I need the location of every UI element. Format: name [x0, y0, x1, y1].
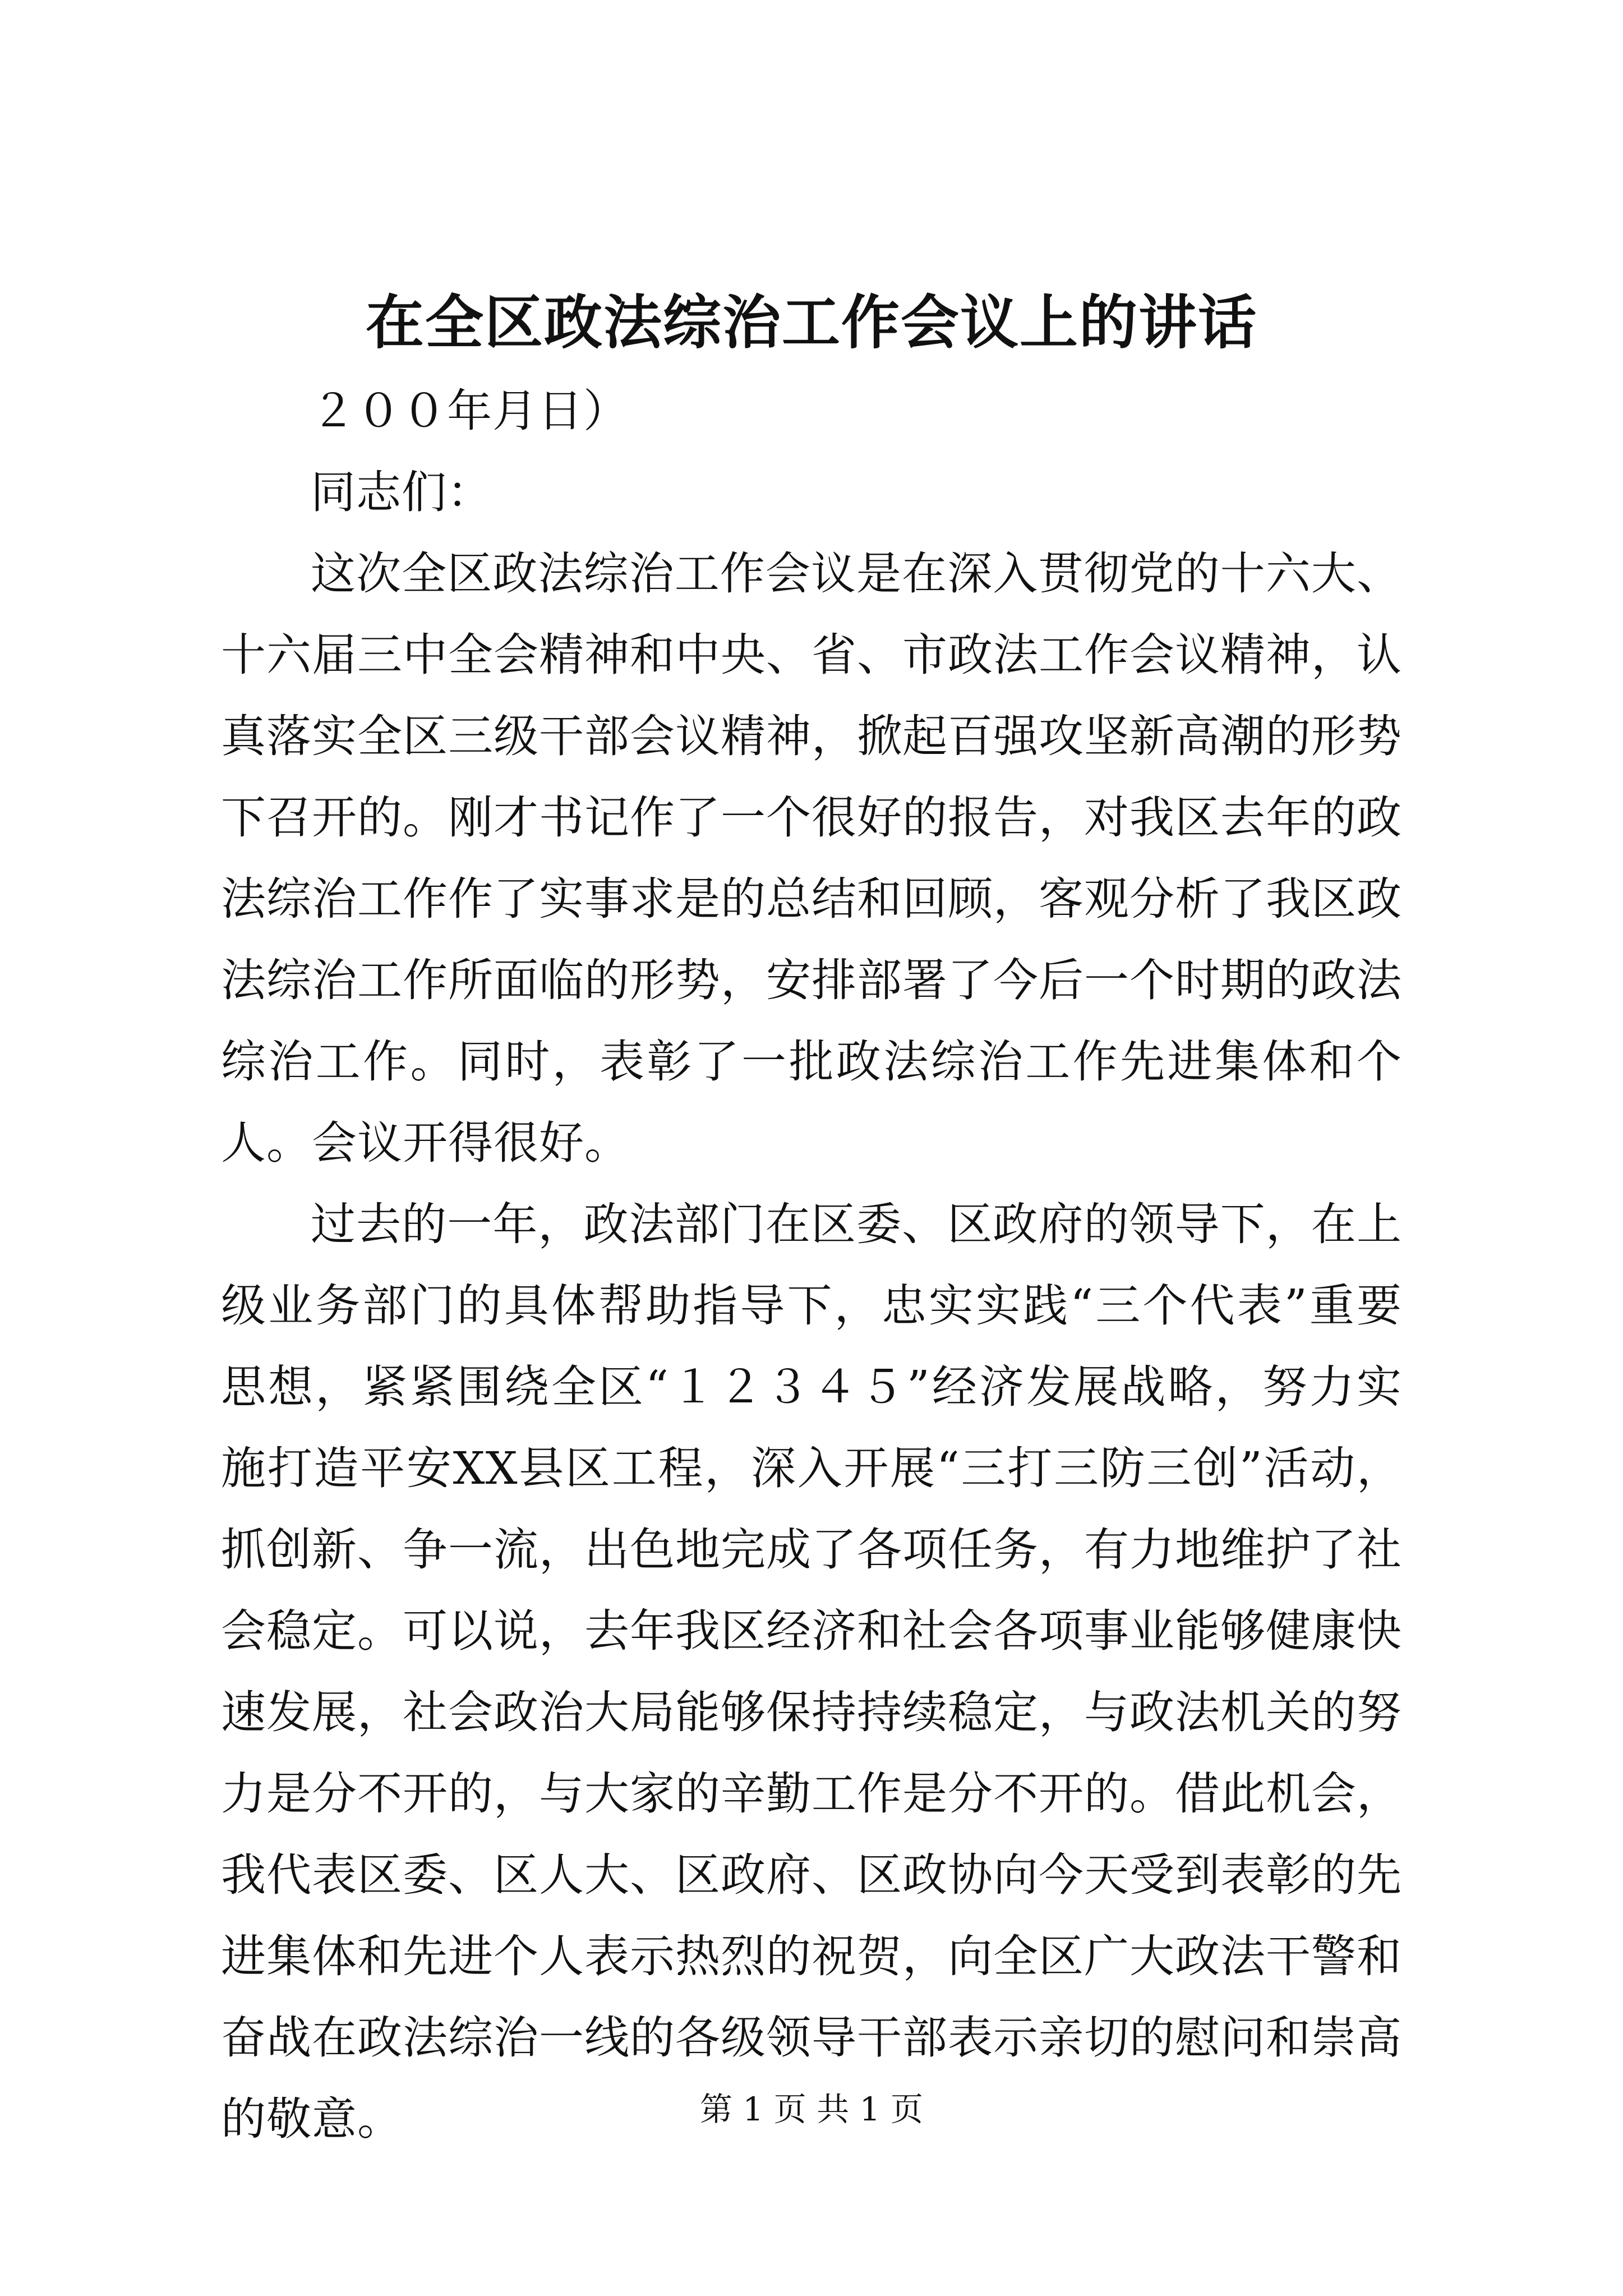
date-line: ２００年月日）: [311, 385, 629, 437]
document-title: 在全区政法综治工作会议上的讲话: [365, 288, 1257, 357]
paragraph-1: 这次全区政法综治工作会议是在深入贯彻党的十六大、十六届三中全会精神和中央、省、市政法工作会议精神，认真落实全区三级干部会议精神，掀起百强攻坚新高潮的形势下召开的。刚才书记作了一个很好的报告，对我区去年的政法综治工作作了实事求是的总结和回顾，客观分析了我区政法综治工作所面临的形势，安排部署了今后一个时期的政法综治工作。同时，表彰了一批政法综治工作先进集体和个人。会议开得很好。: [221, 547, 1402, 1169]
salutation: 同志们：: [311, 466, 492, 518]
paragraph-2: 过去的一年，政法部门在区委、区政府的领导下，在上级业务部门的具体帮助指导下，忠实实践“三个代表”重要思想，紧紧围绕全区“１２３４５”经济发展战略，努力实施打造平安XX县区工程，深入开展“三打三防三创”活动，抓创新、争一流，出色地完成了各项任务，有力地维护了社会稳定。可以说，去年我区经济和社会各项事业能够健康快速发展，社会政治大局能够保持持续稳定，与政法机关的努力是分不开的，与大家的辛勤工作是分不开的。借此机会，我代表区委、区人大、区政府、区政协向今天受到表彰的先进集体和先进个人表示热烈的祝贺，向全区广大政法干警和奋战在政法综治一线的各级领导干部表示亲切的慰问和崇高的敬意。: [221, 1198, 1402, 2145]
page-footer: 第 1 页 共 1 页: [700, 2090, 923, 2128]
document-body: [221, 370, 1402, 2160]
